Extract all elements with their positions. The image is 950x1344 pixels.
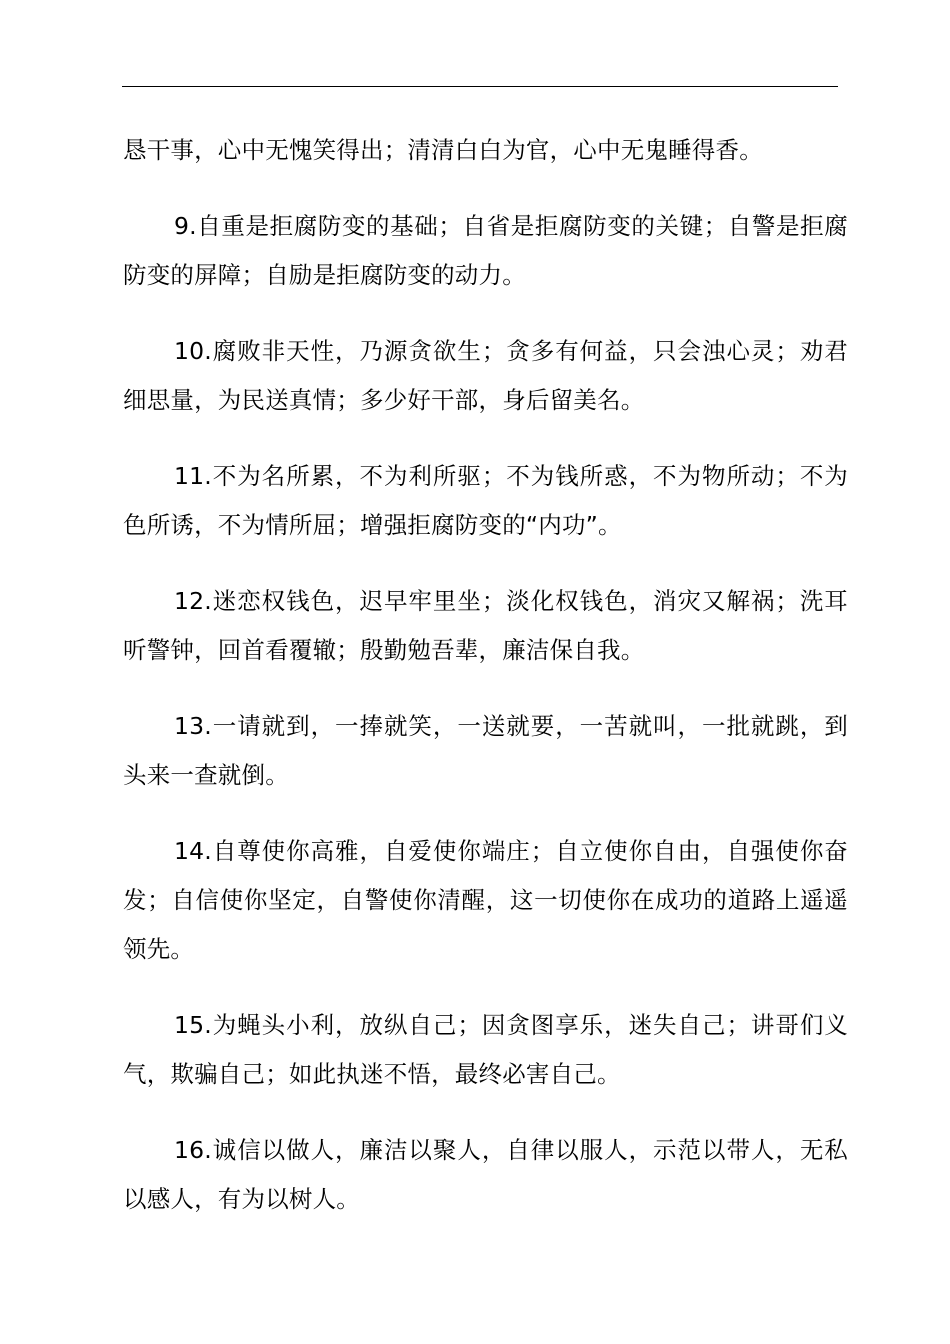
paragraph-item-14: 14.自尊使你高雅，自爱使你端庄；自立使你自由，自强使你奋发；自信使你坚定，自警使你清醒，这一切使你在成功的道路上遥遥领先。 (123, 837, 848, 963)
paragraph-continuation: 恳干事，心中无愧笑得出；清清白白为官，心中无鬼睡得香。 (123, 136, 763, 164)
paragraph-item-10: 10.腐败非天性，乃源贪欲生；贪多有何益，只会浊心灵；劝君细思量，为民送真情；多少好干部，身后留美名。 (123, 337, 848, 414)
paragraph-item-11: 11.不为名所累，不为利所驱；不为钱所惑，不为物所动；不为色所诱，不为情所屈；增强拒腐防变的“内功”。 (123, 462, 848, 539)
paragraph-item-15: 15.为蝇头小利，放纵自己；因贪图享乐，迷失自己；讲哥们义气，欺骗自己；如此执迷不悟，最终必害自己。 (123, 1011, 848, 1088)
header-rule (122, 86, 838, 87)
paragraph-item-13: 13.一请就到，一捧就笑，一送就要，一苦就叫，一批就跳，到头来一查就倒。 (123, 712, 848, 789)
paragraph-item-16: 16.诚信以做人，廉洁以聚人，自律以服人，示范以带人，无私以感人，有为以树人。 (123, 1136, 848, 1213)
paragraph-item-12: 12.迷恋权钱色，迟早牢里坐；淡化权钱色，消灾又解祸；洗耳听警钟，回首看覆辙；殷勤勉吾辈，廉洁保自我。 (123, 587, 848, 664)
document-body (123, 126, 848, 1251)
paragraph-item-9: 9.自重是拒腐防变的基础；自省是拒腐防变的关键；自警是拒腐防变的屏障；自励是拒腐防变的动力。 (123, 212, 848, 289)
